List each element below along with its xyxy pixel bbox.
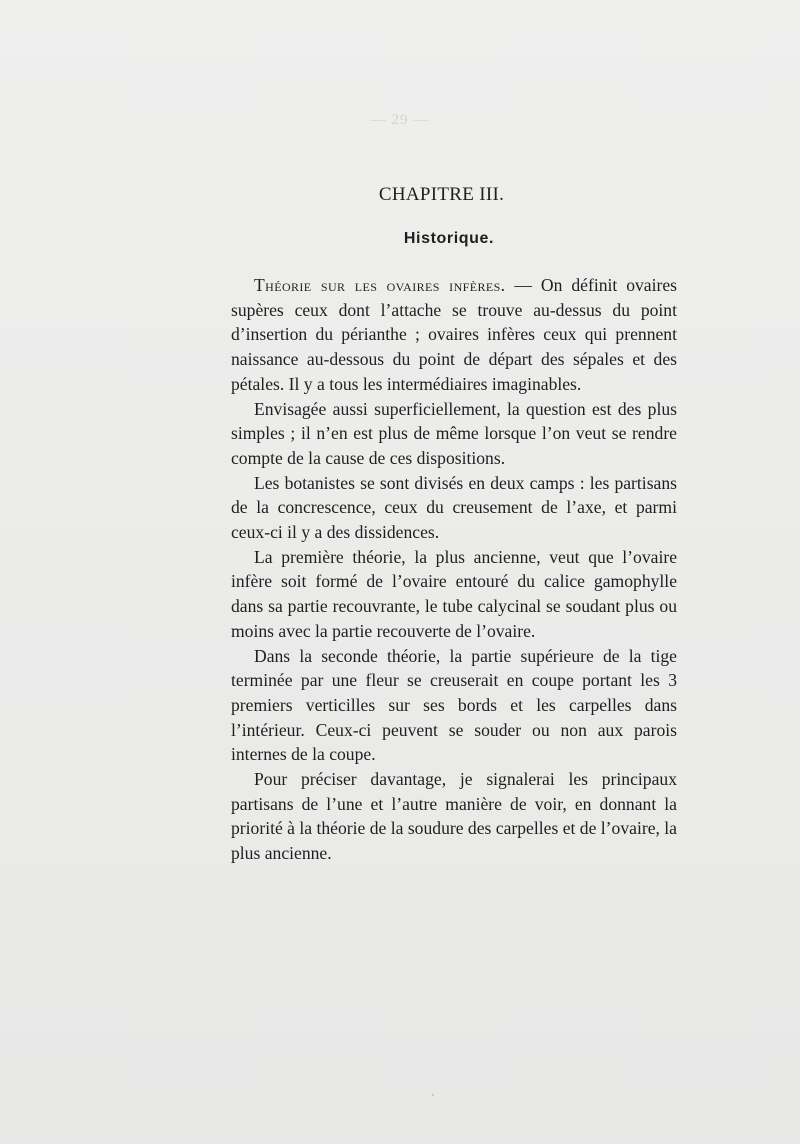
section-title: Historique. [403,230,495,247]
page-number: — 29 — [370,112,430,128]
paragraph-text: — On définit ovaires supères ceux dont l’attache se trouve au-dessus du point d’insertion du périanthe ; ovaires infères ceux qui prennent naissance au-dessous du point de départ des sépales et des pétales. Il y a tous les intermédiaires imaginables. [231,275,678,394]
paragraph-5: Dans la seconde théorie, la partie supérieure de la tige terminée par une fleur se creuserait en coupe portant les 3 premiers verticilles sur ses bords et les carpelles dans l’intérieur. Ceux-ci peuvent se souder ou non aux parois internes de la coupe. [231,645,677,765]
paragraph-3: Les botanistes se sont divisés en deux camps : les partisans de la concrescence, ceux du creusement de l’axe, et parmi ceux-ci il y a des dissidences. [231,472,677,543]
paragraph-2: Envisagée aussi superficiellement, la question est des plus simples ; il n’en est plus de même lorsque l’on veut se rendre compte de la cause de ces dispositions. [231,398,677,468]
paragraph-4: La première théorie, la plus ancienne, veut que l’ovaire infère soit formé de l’ovaire entouré du calice gamophylle dans sa partie recouvrante, le tube calycinal se soudant plus ou moins avec la partie recouverte de l’ovaire. [231,546,677,641]
stray-mark: ' [432,1092,434,1104]
body-text [231,273,677,866]
paragraph-1 [231,273,677,397]
paragraph-6: Pour préciser davantage, je signalerai les principaux partisans de l’une et l’autre manière de voir, en donnant la priorité à la théorie de la soudure des carpelles et de l’ovaire, la plus ancienne. [231,769,677,864]
chapter-heading: CHAPITRE III. [378,184,505,205]
paragraph-lead: Théorie sur les ovaires infères. [254,275,506,295]
